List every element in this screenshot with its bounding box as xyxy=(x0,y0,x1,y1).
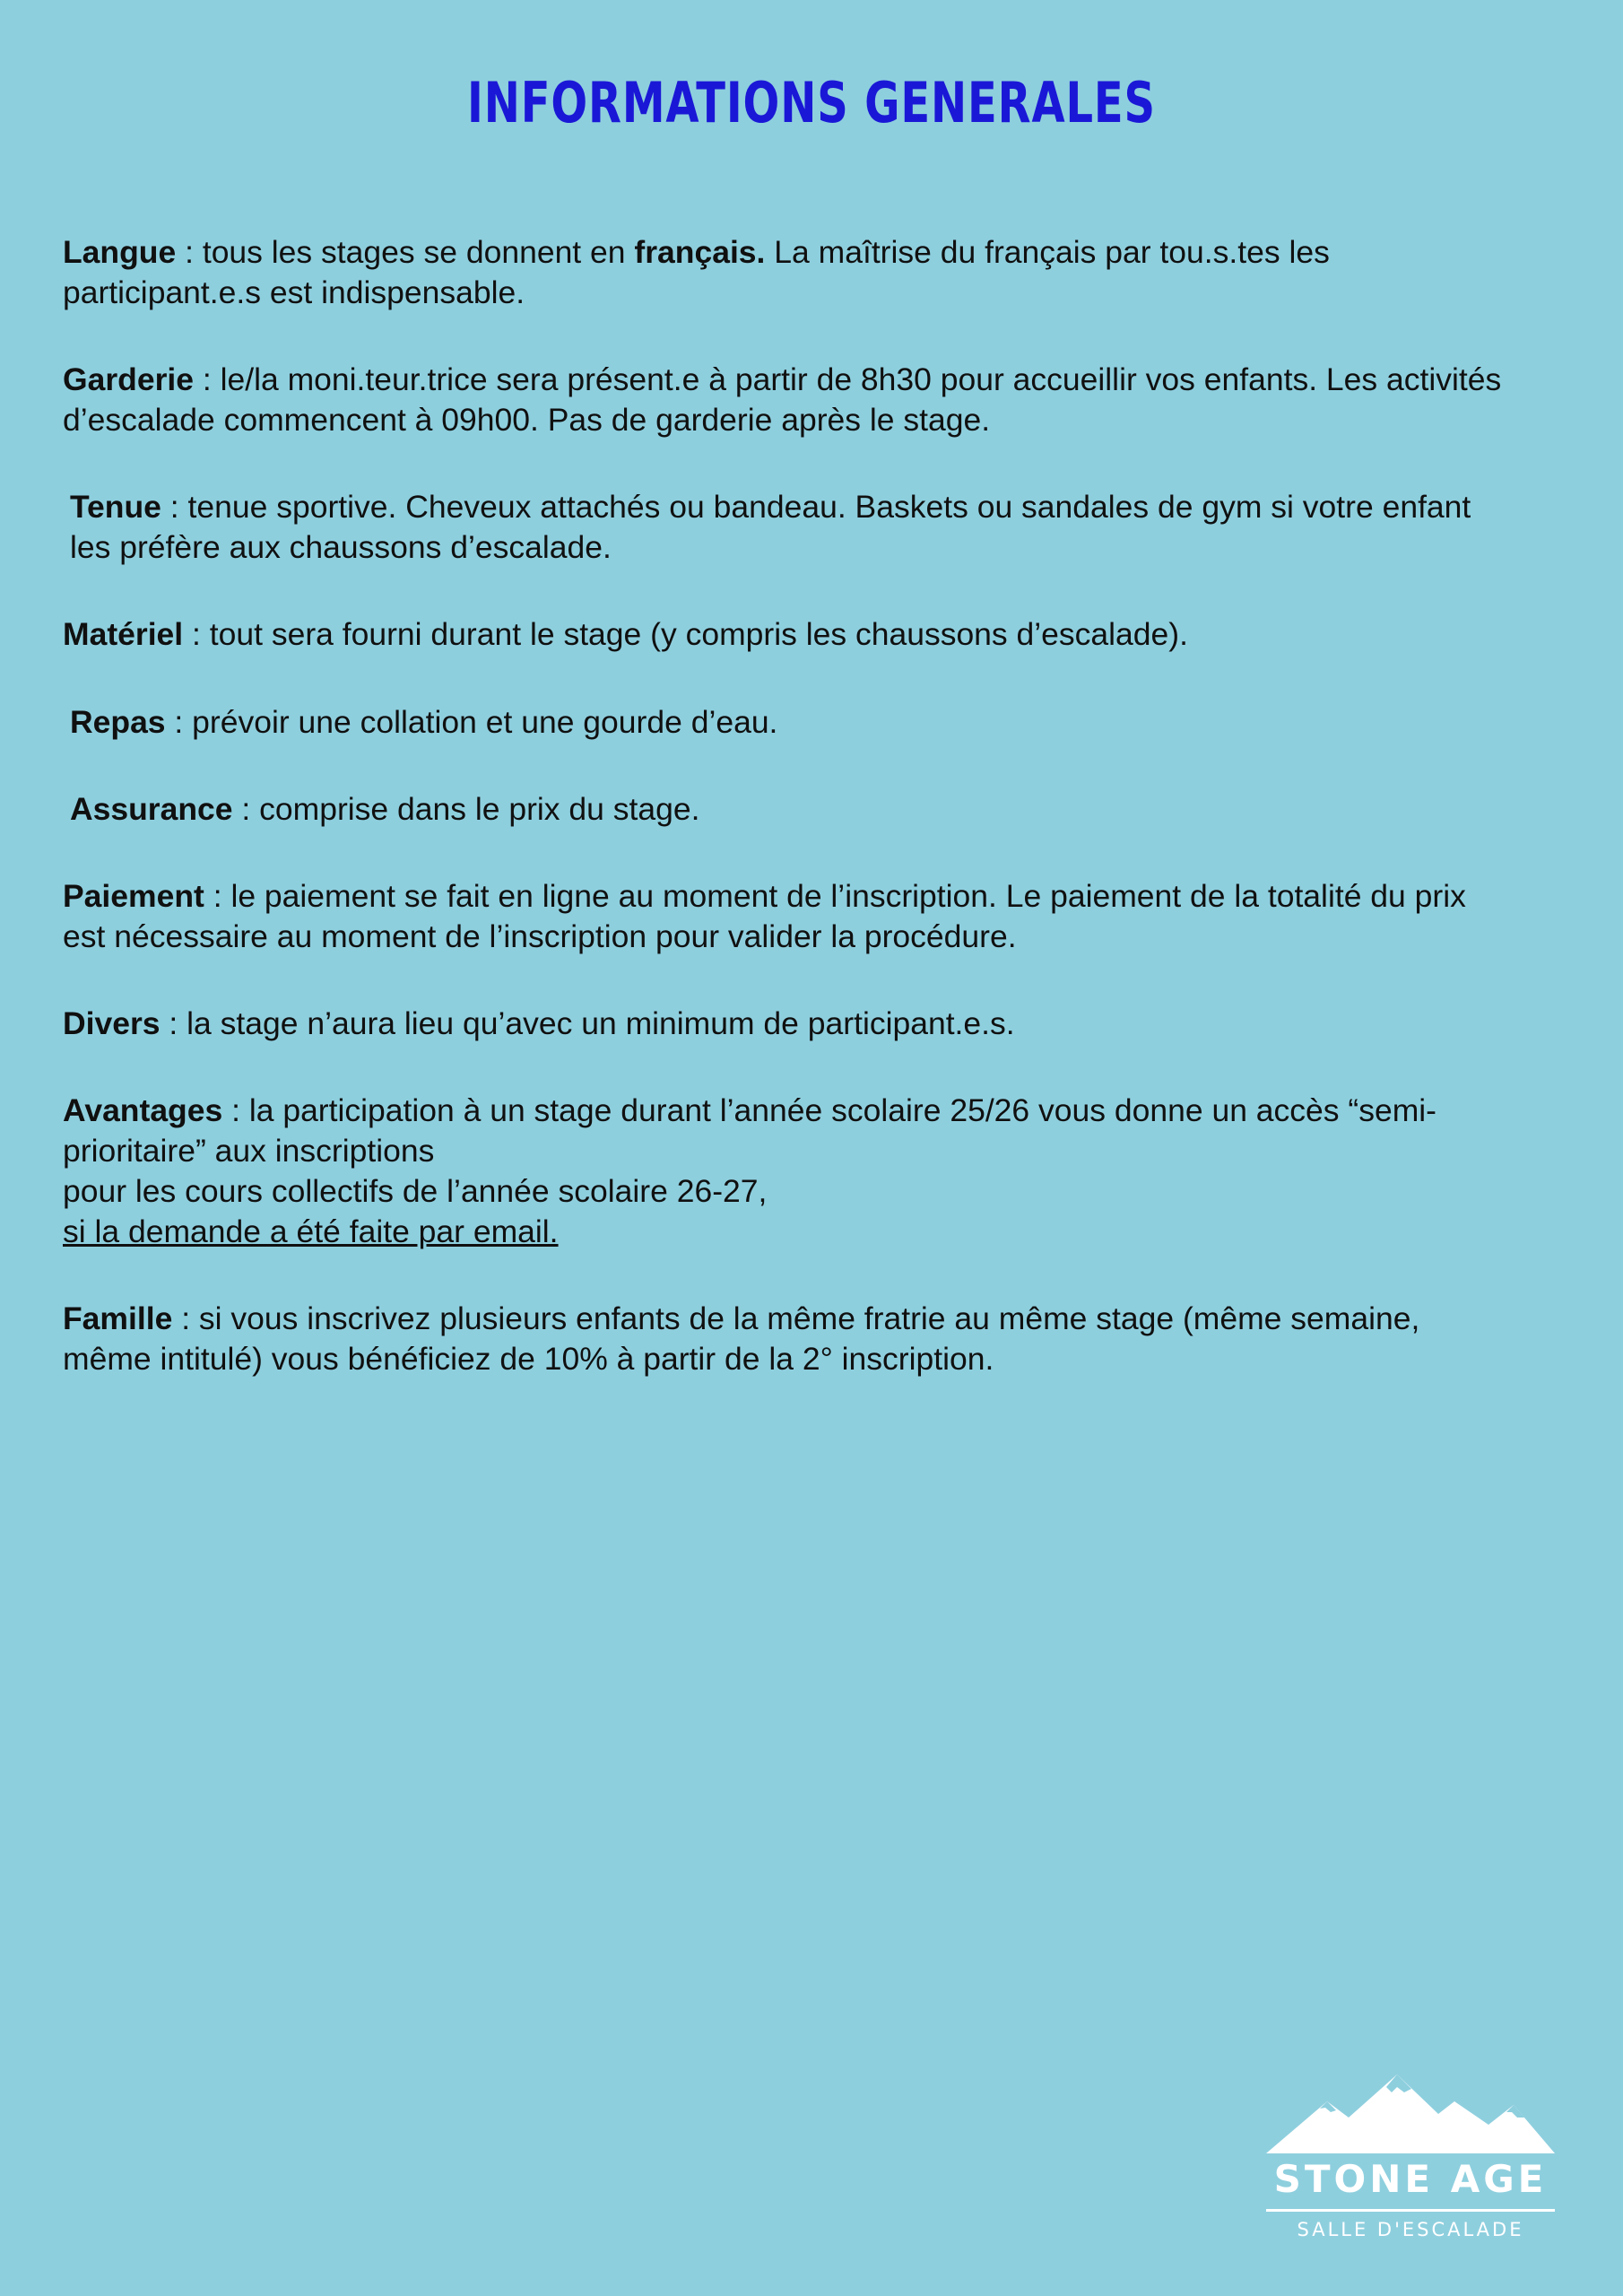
info-label-famille: Famille xyxy=(63,1300,173,1337)
info-item-garderie xyxy=(63,360,1506,440)
info-label-repas: Repas xyxy=(70,703,166,740)
info-sep-repas: : xyxy=(165,703,193,740)
info-sep-tenue: : xyxy=(161,489,188,526)
info-text-avantages: la participation à un stage durant l’année scolaire 25/26 vous donne un accès “semi-prioritaire” aux inscriptions xyxy=(63,1091,1437,1170)
brand-subtitle: SALLE D'ESCALADE xyxy=(1297,2219,1524,2240)
info-sep-garderie: : xyxy=(194,361,221,398)
info-label-materiel: Matériel xyxy=(63,616,184,653)
mountain-icon xyxy=(1263,2069,1558,2155)
info-text-langue-bold: français. xyxy=(634,234,766,270)
info-sep-paiement: : xyxy=(204,877,231,914)
info-sep-langue: : xyxy=(176,234,203,270)
info-text-repas: prévoir une collation et une gourde d’eau. xyxy=(192,703,778,740)
info-text-paiement: le paiement se fait en ligne au moment de l’inscription. Le paiement de la totalité du prix est nécessaire au moment de l’inscription pour valider la procédure. xyxy=(63,877,1466,954)
info-label-langue: Langue xyxy=(63,234,177,270)
info-text-garderie: le/la moni.teur.trice sera présent.e à partir de 8h30 pour accueillir vos enfants. Les activités d’escalade commencent à 09h00. Pas de garderie après le stage. xyxy=(63,361,1502,439)
info-text-famille: si vous inscrivez plusieurs enfants de la même fratrie au même stage (même semaine, même intitulé) vous bénéficiez de 10% à partir de la 2° inscription. xyxy=(63,1300,1420,1378)
info-text-divers: la stage n’aura lieu qu’avec un minimum de participant.e.s. xyxy=(187,1004,1015,1041)
info-item-repas xyxy=(63,702,1506,743)
info-item-divers xyxy=(63,1004,1506,1044)
info-sep-famille: : xyxy=(172,1300,199,1337)
info-label-tenue: Tenue xyxy=(70,489,161,526)
info-item-avantages xyxy=(63,1091,1506,1252)
info-sep-avantages: : xyxy=(222,1091,249,1128)
brand-logo xyxy=(1263,2069,1558,2240)
brand-name: STONE AGE xyxy=(1273,2157,1548,2201)
info-item-langue xyxy=(63,232,1506,313)
info-text-langue-b: La maîtrise du français par tou.s.tes les participant.e.s est indispensable. xyxy=(63,234,1330,311)
info-item-famille xyxy=(63,1299,1506,1379)
info-item-assurance xyxy=(63,789,1506,830)
info-label-divers: Divers xyxy=(63,1004,161,1041)
information-list xyxy=(54,232,1569,1379)
info-text-avantages-underlined: si la demande a été faite par email. xyxy=(63,1213,559,1250)
info-sep-materiel: : xyxy=(183,616,210,653)
info-label-assurance: Assurance xyxy=(70,790,233,827)
info-item-tenue xyxy=(63,487,1506,568)
info-text-materiel: tout sera fourni durant le stage (y compris les chaussons d’escalade). xyxy=(209,616,1188,653)
info-label-avantages: Avantages xyxy=(63,1091,223,1128)
info-text-tenue: tenue sportive. Cheveux attachés ou bandeau. Baskets ou sandales de gym si votre enfant les préfère aux chaussons d’escalade. xyxy=(70,489,1471,566)
info-text-assurance: comprise dans le prix du stage. xyxy=(259,790,700,827)
info-text-langue-a: tous les stages se donnent en xyxy=(202,234,635,270)
info-text-avantages-line2: pour les cours collectifs de l’année scolaire 26-27, xyxy=(63,1173,768,1210)
info-sep-divers: : xyxy=(160,1004,187,1041)
page-title: INFORMATIONS GENERALES xyxy=(467,70,1156,135)
info-label-garderie: Garderie xyxy=(63,361,195,398)
info-sep-assurance: : xyxy=(232,790,260,827)
brand-divider xyxy=(1266,2209,1555,2212)
info-item-paiement xyxy=(63,876,1506,957)
info-item-materiel xyxy=(63,614,1506,655)
info-label-paiement: Paiement xyxy=(63,877,204,914)
